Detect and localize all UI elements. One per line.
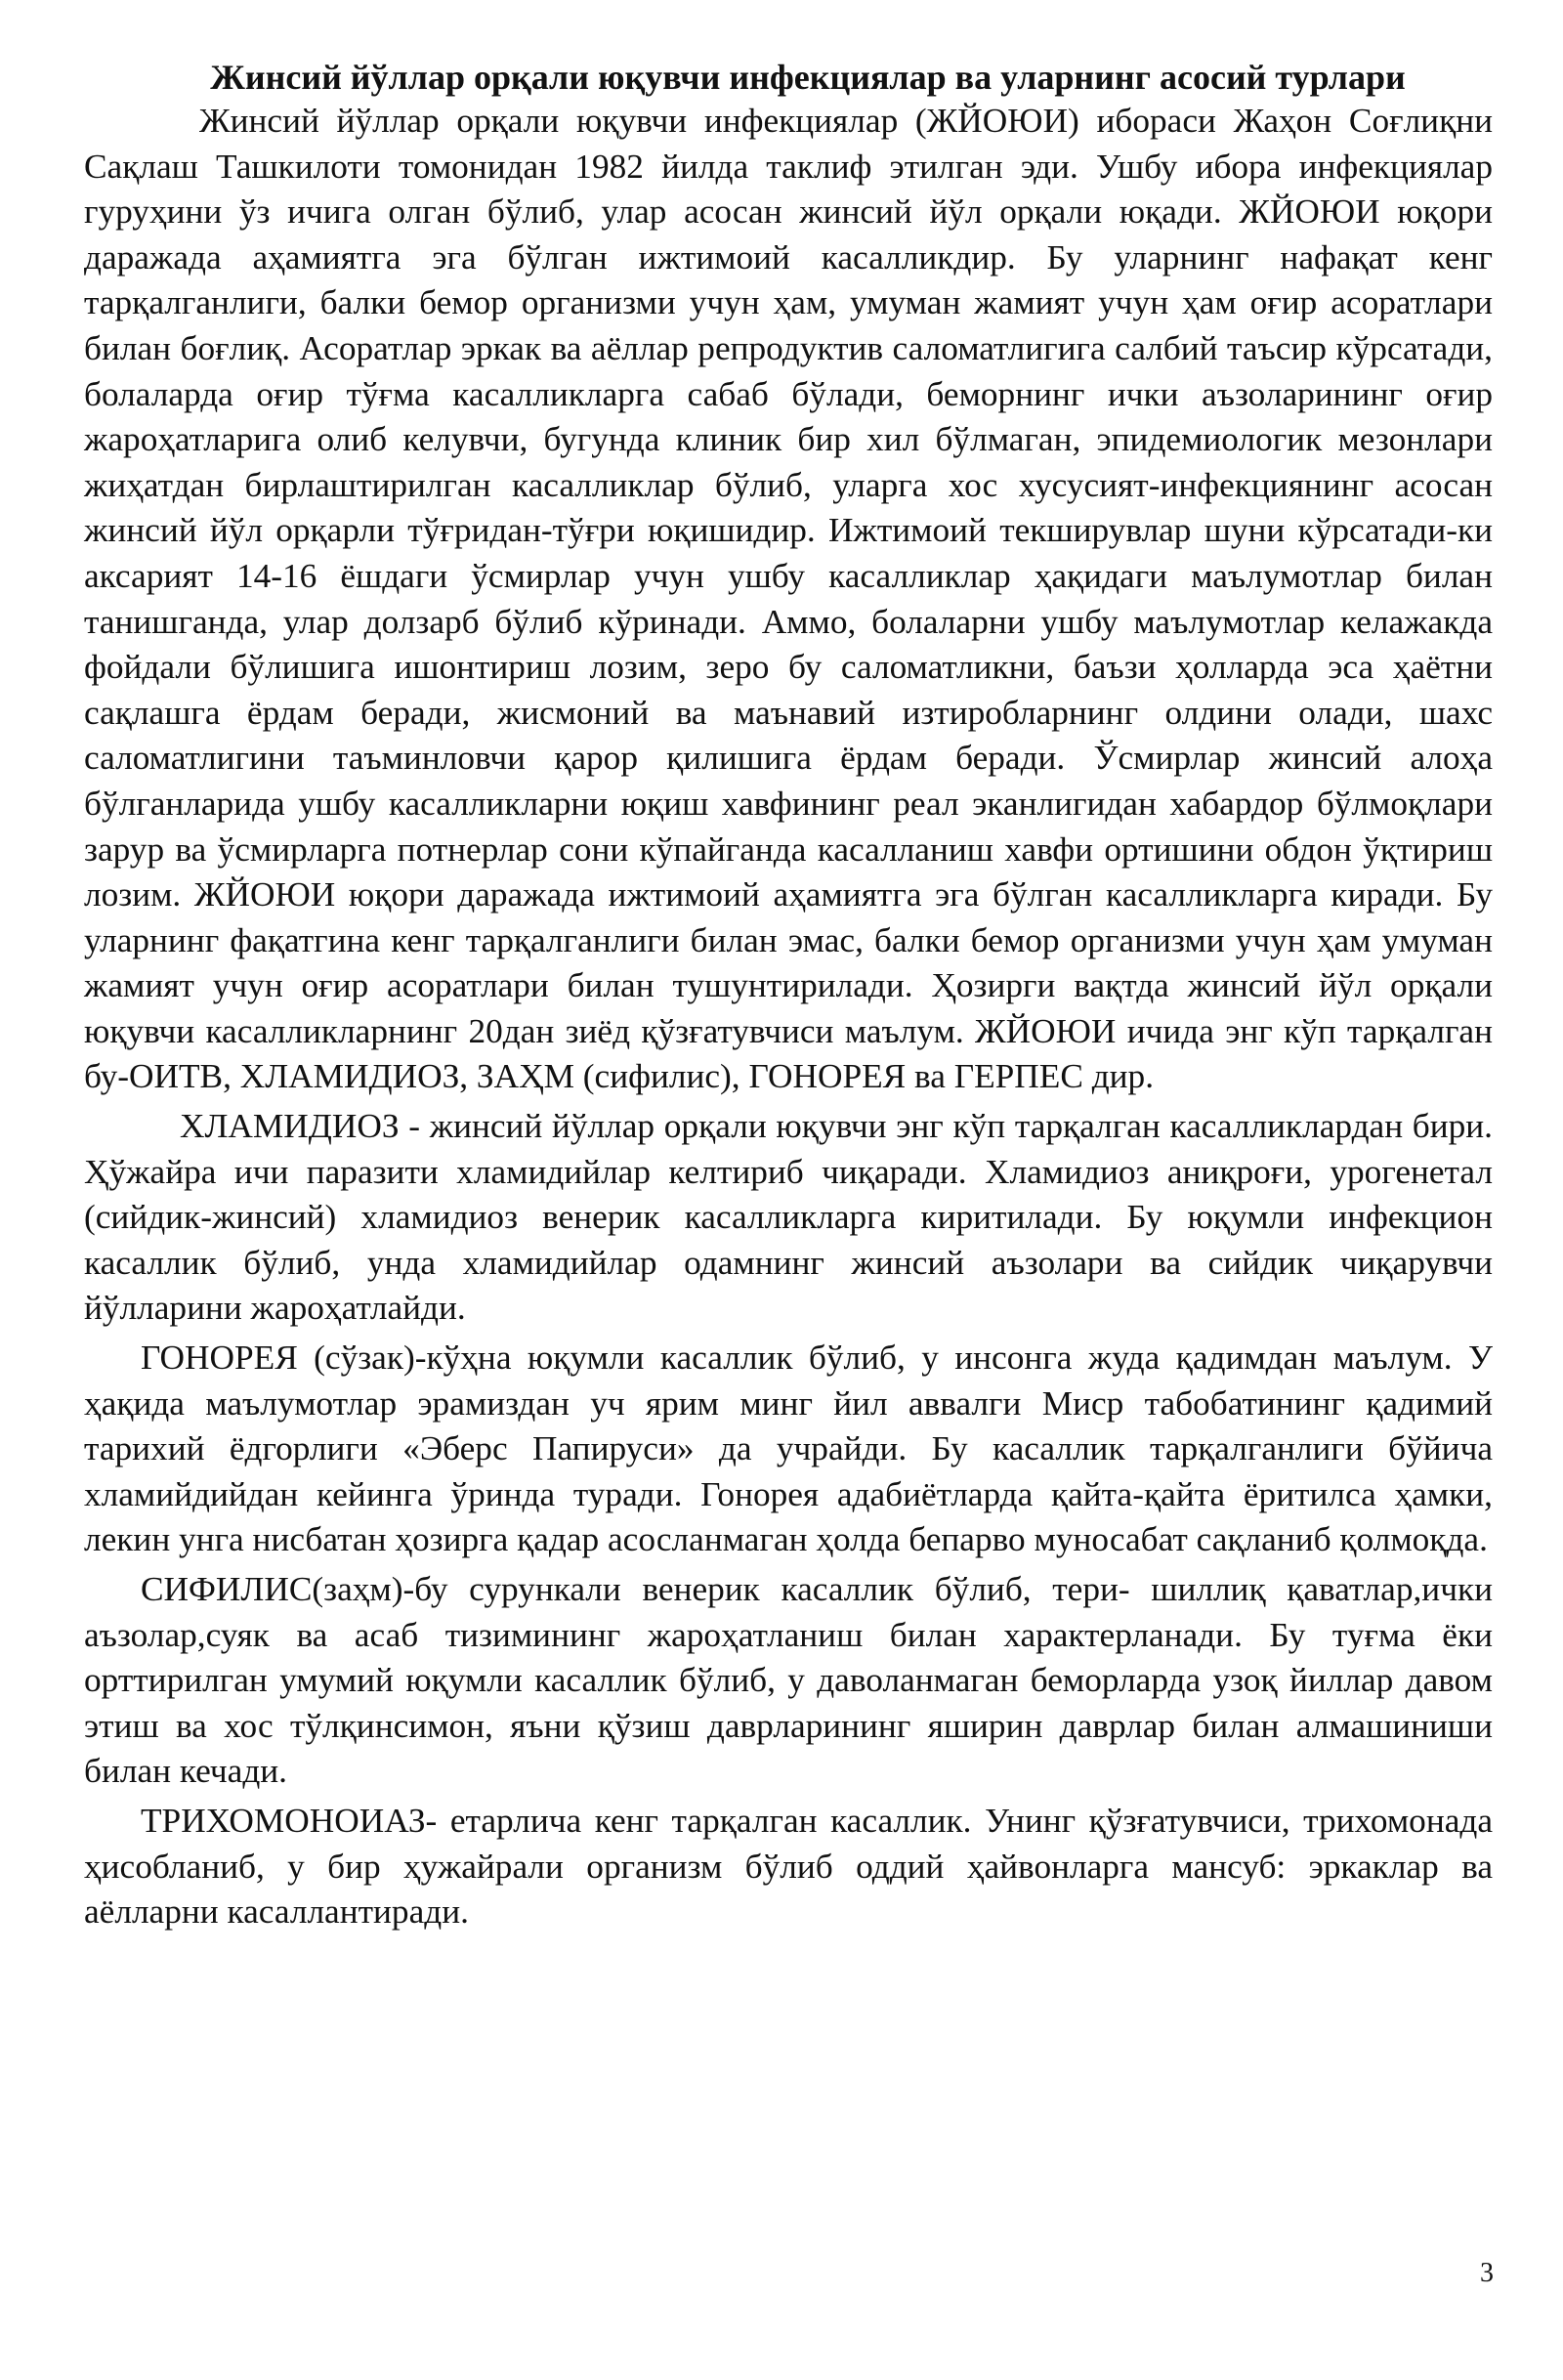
- paragraph-gonorrhea: ГОНОРЕЯ (сўзак)-кўҳна юқумли касаллик бўлиб, у инсонга жуда қадимдан маълум. У ҳақида маълумотлар эрамиздан уч ярим минг йил аввалги Миср табобатининг қадимий тарихий ёдгорлиги «Эберс Папируси» да учрайди. Бу касаллик тарқалганлиги бўйича хламийдийдан кейинга ўринда туради. Гонорея адабиётларда қайта-қайта ёритилса ҳамки, лекин унга нисбатан ҳозирга қадар асосланмаган ҳолда бепарво муносабат сақланиб қолмоқда.: [84, 1339, 1493, 1559]
- paragraph-intro: Жинсий йўллар орқали юқувчи инфекциялар (ЖЙОЮИ) ибораси Жаҳон Соғлиқни Сақлаш Ташкилоти томонидан 1982 йилда таклиф этилган эди. Ушбу ибора инфекциялар гуруҳини ўз ичига олган бўлиб, улар асосан жинсий йўл орқали юқади. ЖЙОЮИ юқори даражада аҳамиятга эга бўлган ижтимоий касалликдир. Бу уларнинг нафақат кенг тарқалганлиги, балки бемор организми учун ҳам, умуман жамият учун ҳам оғир асоратлари билан боғлиқ. Асоратлар эркак ва аёллар репродуктив саломатлигига салбий таъсир кўрсатади, болаларда оғир тўғма касалликларга сабаб бўлади, беморнинг ички аъзоларининг оғир жароҳатларига олиб келувчи, бугунда клиник бир хил бўлмаган, эпидемиологик мезонлари жиҳатдан бирлаштирилган касалликлар бўлиб, уларга хос хусусият-инфекциянинг асосан жинсий йўл орқарли тўғридан-тўғри юқишидир. Ижтимоий текширувлар шуни кўрсатади-ки аксарият 14-16 ёшдаги ўсмирлар учун ушбу касалликлар ҳақидаги маълумотлар билан танишганда, улар долзарб бўлиб кўринади. Аммо, болаларни ушбу маълумотлар келажакда фойдали бўлишига ишонтириш лозим, зеро бу саломатликни, баъзи ҳолларда эса ҳаётни сақлашга ёрдам беради, жисмоний ва маънавий изтиробларнинг олдини олади, шахс саломатлигини таъминловчи қарор қилишига ёрдам беради. Ўсмирлар жинсий алоҳа бўлганларида ушбу касалликларни юқиш хавфининг реал эканлигидан хабардор бўлмоқлари зарур ва ўсмирларга потнерлар сони кўпайганда касалланиш хавфи ортишини обдон ўқтириш лозим. ЖЙОЮИ юқори даражада ижтимоий аҳамиятга эга бўлган касалликларга киради. Бу уларнинг фақатгина кенг тарқалганлиги билан эмас, балки бемор организми учун ҳам умуман жамият учун оғир асоратлари билан тушунтирилади. Ҳозирги вақтда жинсий йўл орқали юқувчи касалликларнинг 20дан зиёд қўзғатувчиси маълум. ЖЙОЮИ ичида энг кўп тарқалган бу-ОИТВ, ХЛАМИДИОЗ, ЗАҲМ (сифилис), ГОНОРЕЯ ва ГЕРПЕС дир.: [84, 102, 1493, 1096]
- paragraph-trichomoniasis: ТРИХОМОНОИАЗ- етарлича кенг тарқалган касаллик. Унинг қўзғатувчиси, трихомонада ҳисобланиб, у бир ҳужайрали организм бўлиб оддий ҳайвонларга мансуб: эркаклар ва аёлларни касаллантиради.: [84, 1801, 1493, 1932]
- paragraph-syphilis: СИФИЛИС(заҳм)-бу сурункали венерик касаллик бўлиб, тери- шиллиқ қаватлар,ички аъзолар,суяк ва асаб тизимининг жароҳатланиш билан характерланади. Бу туғма ёки орттирилган умумий юқумли касаллик бўлиб, у даволанмаган беморларда узоқ йиллар давом этиш ва хос тўлқинсимон, яъни қўзиш даврларининг яширин даврлар билан алмашиниши билан кечади.: [84, 1570, 1493, 1791]
- document-title: Жинсий йўллар орқали юқувчи инфекциялар ва уларнинг асосий турлари: [210, 58, 1406, 97]
- paragraph-chlamydia: ХЛАМИДИОЗ - жинсий йўллар орқали юқувчи энг кўп тарқалган касалликлардан бири. Ҳўжайра ичи паразити хламидийлар келтириб чиқаради. Хламидиоз аниқроғи, урогенетал (сийдик-жинсий) хламидиоз венерик касалликларга киритилади. Бу юқумли инфекцион касаллик бўлиб, унда хламидийлар одамнинг жинсий аъзолари ва сийдик чиқарувчи йўлларини жароҳатлайди.: [84, 1107, 1493, 1328]
- document-page: [84, 57, 1493, 1935]
- page-number: 3: [1480, 2258, 1494, 2288]
